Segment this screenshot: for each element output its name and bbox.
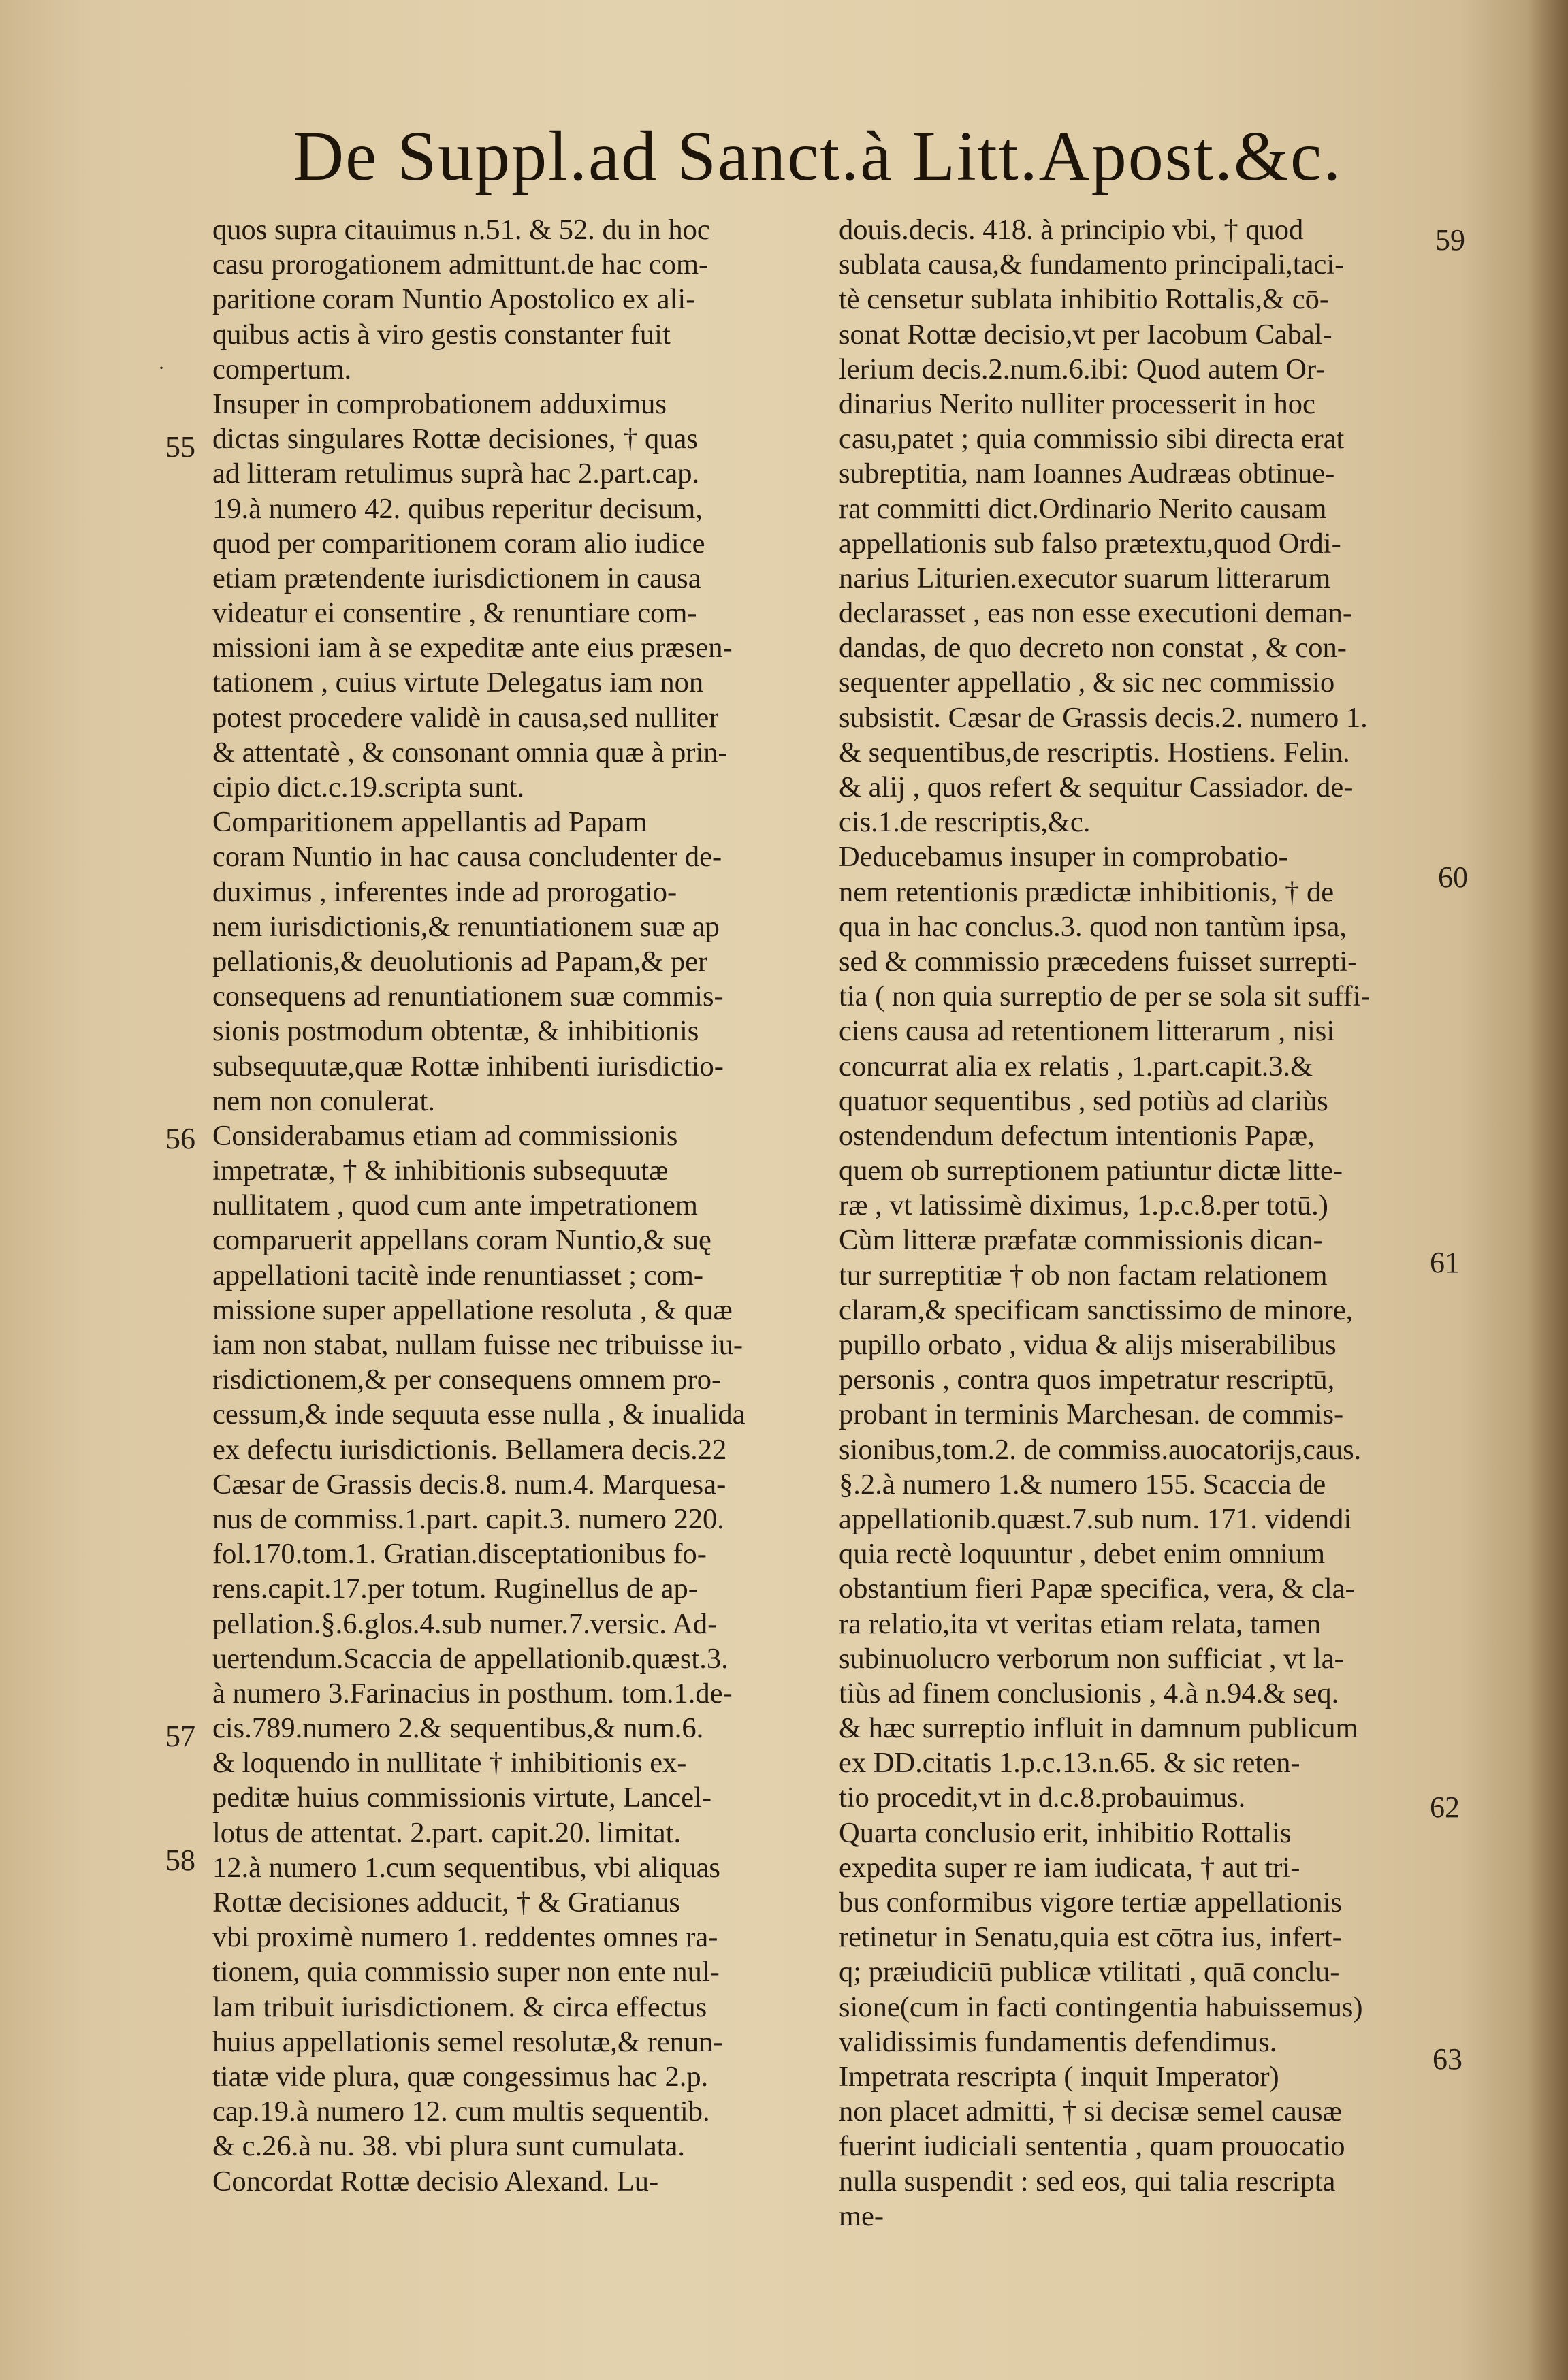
left-column-line: appellationi tacitè inde renuntiasset ; com- bbox=[212, 1259, 704, 1291]
left-column-line: tationem , cuius virtute Delegatus iam non bbox=[212, 666, 704, 699]
left-column-line: Cæsar de Grassis decis.8. num.4. Marquesa- bbox=[212, 1468, 726, 1500]
margin-number-62: 62 bbox=[1430, 1790, 1460, 1824]
right-column-line: Cùm litteræ præfatæ commissionis dican- bbox=[839, 1224, 1323, 1257]
left-column-line: consequens ad renuntiationem suæ commis- bbox=[212, 980, 724, 1013]
left-column-line: quibus actis à viro gestis constanter fuit bbox=[212, 318, 671, 351]
left-column-line: Considerabamus etiam ad commissionis bbox=[212, 1119, 678, 1152]
right-column-line: subsistit. Cæsar de Grassis decis.2. numero 1. bbox=[839, 701, 1368, 734]
right-column-line: sublata causa,& fundamento principali,taci- bbox=[839, 248, 1345, 281]
left-column-line: & attentatè , & consonant omnia quæ à prin- bbox=[212, 736, 728, 769]
right-column-line: Impetrata rescripta ( inquit Imperator) bbox=[839, 2060, 1279, 2093]
right-column-line: tia ( non quia surreptio de per se sola sit suffi- bbox=[839, 980, 1371, 1013]
left-column-line: Insuper in comprobationem adduximus bbox=[212, 387, 667, 420]
left-column-line: uertendum.Scaccia de appellationib.quæst.3. bbox=[212, 1642, 729, 1675]
left-column-line: ad litteram retulimus suprà hac 2.part.cap. bbox=[212, 457, 700, 490]
right-column-line: & sequentibus,de rescriptis. Hostiens. Felin. bbox=[839, 736, 1350, 769]
right-column-line: subinuolucro verborum non sufficiat , vt la- bbox=[839, 1642, 1344, 1675]
right-column-line: subreptitia, nam Ioannes Audræas obtinue- bbox=[839, 457, 1335, 490]
right-column-line: §.2.à numero 1.& numero 155. Scaccia de bbox=[839, 1468, 1326, 1500]
left-text-column bbox=[212, 212, 801, 2199]
right-column-line: quatuor sequentibus , sed potiùs ad clariùs bbox=[839, 1084, 1328, 1117]
right-column-line: ræ , vt latissimè diximus, 1.p.c.8.per totū.) bbox=[839, 1189, 1328, 1222]
left-column-line: lotus de attentat. 2.part. capit.20. limitat. bbox=[212, 1816, 682, 1849]
right-column-line: quia rectè loquuntur , debet enim omnium bbox=[839, 1538, 1326, 1571]
left-column-line: fol.170.tom.1. Gratian.disceptationibus fo- bbox=[212, 1538, 707, 1571]
margin-number-61: 61 bbox=[1430, 1246, 1460, 1279]
right-column-line: obstantium fieri Papæ specifica, vera, & cla- bbox=[839, 1573, 1355, 1605]
left-column-line: 19.à numero 42. quibus reperitur decisum, bbox=[212, 492, 703, 525]
left-column-line: tiatæ vide plura, quæ congessimus hac 2.p. bbox=[212, 2060, 709, 2093]
left-column-line: quos supra citauimus n.51. & 52. du in hoc bbox=[212, 214, 710, 246]
right-column-line: declarasset , eas non esse executioni deman- bbox=[839, 597, 1353, 630]
left-column-line: ex defectu iurisdictionis. Bellamera decis.22 bbox=[212, 1433, 727, 1466]
left-column-line: cipio dict.c.19.scripta sunt. bbox=[212, 771, 524, 803]
left-column-line: nullitatem , quod cum ante impetrationem bbox=[212, 1189, 698, 1222]
margin-number-57: 57 bbox=[165, 1720, 195, 1753]
left-column-line: casu prorogationem admittunt.de hac com- bbox=[212, 248, 709, 281]
left-column-line: vbi proximè numero 1. reddentes omnes ra- bbox=[212, 1921, 718, 1954]
left-column-line: impetratæ, † & inhibitionis subsequutæ bbox=[212, 1155, 669, 1187]
right-column-line: pupillo orbato , vidua & alijs miserabilibus bbox=[839, 1329, 1337, 1361]
right-column-line: claram,& specificam sanctissimo de minore, bbox=[839, 1293, 1354, 1326]
right-column-line: q; præiudiciū publicæ vtilitati , quā conclu- bbox=[839, 1956, 1340, 1989]
right-column-line: fuerint iudiciali sententia , quam prouocatio bbox=[839, 2130, 1345, 2163]
right-column-line: sionibus,tom.2. de commiss.auocatorijs,caus. bbox=[839, 1433, 1362, 1466]
right-column-line: douis.decis. 418. à principio vbi, † quod bbox=[839, 214, 1304, 246]
left-column-line: quod per comparitionem coram alio iudice bbox=[212, 527, 705, 560]
right-column-line: appellationis sub falso prætextu,quod Ordi- bbox=[839, 527, 1341, 560]
margin-number-60: 60 bbox=[1438, 861, 1468, 894]
right-column-line: sed & commissio præcedens fuisset surrepti- bbox=[839, 945, 1358, 978]
left-column-line: coram Nuntio in hac causa concludenter de- bbox=[212, 841, 722, 873]
left-column-line: peditæ huius commissionis virtute, Lancel- bbox=[212, 1782, 712, 1814]
margin-pointer-mark: · bbox=[158, 357, 165, 379]
left-column-line: pellationis,& deuolutionis ad Papam,& per bbox=[212, 945, 708, 978]
left-column-line: pellation.§.6.glos.4.sub numer.7.versic. Ad- bbox=[212, 1607, 718, 1640]
left-column-line: paritione coram Nuntio Apostolico ex ali- bbox=[212, 283, 696, 316]
left-column-line: tionem, quia commissio super non ente nul- bbox=[212, 1956, 720, 1989]
left-column-line: dictas singulares Rottæ decisiones, † quas bbox=[212, 423, 698, 455]
right-column-line: non placet admitti, † si decisæ semel causæ bbox=[839, 2095, 1342, 2128]
running-header: De Suppl.ad Sanct.à Litt.Apost.&c. bbox=[293, 117, 1343, 195]
left-column-line: Rottæ decisiones adducit, † & Gratianus bbox=[212, 1886, 680, 1918]
left-column-line: cessum,& inde sequuta esse nulla , & inualida bbox=[212, 1398, 746, 1431]
right-column-line: nem retentionis prædictæ inhibitionis, † de bbox=[839, 875, 1334, 908]
margin-number-59: 59 bbox=[1435, 223, 1465, 257]
left-column-line: comparuerit appellans coram Nuntio,& suę bbox=[212, 1224, 711, 1257]
right-column-line: Deducebamus insuper in comprobatio- bbox=[839, 841, 1288, 873]
right-column-line: Quarta conclusio erit, inhibitio Rottalis bbox=[839, 1816, 1292, 1849]
right-column-line: ex DD.citatis 1.p.c.13.n.65. & sic reten- bbox=[839, 1747, 1300, 1780]
left-column-line: nem iurisdictionis,& renuntiationem suæ ap bbox=[212, 910, 720, 943]
left-column-line: rens.capit.17.per totum. Ruginellus de ap- bbox=[212, 1573, 698, 1605]
right-column-line: casu,patet ; quia commissio sibi directa erat bbox=[839, 423, 1345, 455]
left-column-line: cis.789.numero 2.& sequentibus,& num.6. bbox=[212, 1712, 704, 1745]
left-column-line: potest procedere validè in causa,sed nulliter bbox=[212, 701, 719, 734]
left-column-line: 12.à numero 1.cum sequentibus, vbi aliquas bbox=[212, 1851, 720, 1884]
right-column-line: appellationib.quæst.7.sub num. 171. videndi bbox=[839, 1502, 1352, 1535]
left-column-line: sionis postmodum obtentæ, & inhibitionis bbox=[212, 1015, 699, 1048]
left-column-line: nem non conulerat. bbox=[212, 1084, 435, 1117]
left-column-line: & c.26.à nu. 38. vbi plura sunt cumulata. bbox=[212, 2130, 686, 2163]
left-column-line: missione super appellatione resoluta , & quæ bbox=[212, 1293, 733, 1326]
right-column-line: narius Liturien.executor suarum litterarum bbox=[839, 562, 1331, 594]
margin-number-55: 55 bbox=[165, 430, 195, 464]
right-column-line: nulla suspendit : sed eos, qui talia rescripta bbox=[839, 2165, 1336, 2198]
right-text-column bbox=[839, 212, 1438, 2234]
right-column-line: probant in terminis Marchesan. de commis- bbox=[839, 1398, 1344, 1431]
right-column-line: ciens causa ad retentionem litterarum , nisi bbox=[839, 1015, 1335, 1048]
left-column-line: videatur ei consentire , & renuntiare com- bbox=[212, 597, 697, 630]
right-column-line: bus conformibus vigore tertiæ appellationis bbox=[839, 1886, 1342, 1918]
right-column-line: ostendendum defectum intentionis Papæ, bbox=[839, 1119, 1315, 1152]
left-column-line: etiam prætendente iurisdictionem in causa bbox=[212, 562, 701, 594]
right-column-line: qua in hac conclus.3. quod non tantùm ipsa, bbox=[839, 910, 1347, 943]
right-column-line: cis.1.de rescriptis,&c. bbox=[839, 806, 1091, 839]
margin-number-63: 63 bbox=[1433, 2042, 1462, 2076]
left-column-line: & loquendo in nullitate † inhibitionis ex- bbox=[212, 1747, 687, 1780]
right-column-line: concurrat alia ex relatis , 1.part.capit.3.& bbox=[839, 1050, 1313, 1082]
right-column-line: quem ob surreptionem patiuntur dictæ litte- bbox=[839, 1155, 1343, 1187]
right-column-line: sonat Rottæ decisio,vt per Iacobum Cabal- bbox=[839, 318, 1332, 351]
right-column-line: rat committi dict.Ordinario Nerito causam bbox=[839, 492, 1327, 525]
left-column-line: Comparitionem appellantis ad Papam bbox=[212, 806, 647, 839]
margin-number-58: 58 bbox=[165, 1844, 195, 1877]
left-column-line: cap.19.à numero 12. cum multis sequentib. bbox=[212, 2095, 710, 2128]
right-column-line: personis , contra quos impetratur rescriptū, bbox=[839, 1364, 1335, 1396]
right-column-line: tur surreptitiæ † ob non factam relationem bbox=[839, 1259, 1328, 1291]
margin-number-56: 56 bbox=[165, 1122, 195, 1155]
right-column-line: expedita super re iam iudicata, † aut tri- bbox=[839, 1851, 1300, 1884]
right-column-line: retinetur in Senatu,quia est cōtra ius, infert- bbox=[839, 1921, 1342, 1954]
right-column-line: me- bbox=[839, 2200, 884, 2232]
left-column-line: à numero 3.Farinacius in posthum. tom.1.de- bbox=[212, 1677, 733, 1709]
right-column-line: & alij , quos refert & sequitur Cassiador. de- bbox=[839, 771, 1354, 803]
right-column-line: tiùs ad finem conclusionis , 4.à n.94.& seq. bbox=[839, 1677, 1339, 1709]
right-column-line: tè censetur sublata inhibitio Rottalis,& cō- bbox=[839, 283, 1329, 316]
right-column-line: dinarius Nerito nulliter processerit in hoc bbox=[839, 387, 1315, 420]
left-column-line: lam tribuit iurisdictionem. & circa effectus bbox=[212, 1991, 707, 2023]
right-column-line: dandas, de quo decreto non constat , & con- bbox=[839, 632, 1347, 664]
right-column-line: sione(cum in facti contingentia habuissemus) bbox=[839, 1991, 1363, 2023]
right-column-line: lerium decis.2.num.6.ibi: Quod autem Or- bbox=[839, 353, 1326, 385]
left-column-line: risdictionem,& per consequens omnem pro- bbox=[212, 1364, 722, 1396]
left-column-line: iam non stabat, nullam fuisse nec tribuisse iu- bbox=[212, 1329, 743, 1361]
right-column-line: tio procedit,vt in d.c.8.probauimus. bbox=[839, 1782, 1246, 1814]
page-gutter-shadow bbox=[1527, 0, 1568, 2380]
left-column-line: subsequutæ,quæ Rottæ inhibenti iurisdictio- bbox=[212, 1050, 724, 1082]
left-column-line: nus de commiss.1.part. capit.3. numero 220. bbox=[212, 1502, 724, 1535]
right-column-line: sequenter appellatio , & sic nec commissio bbox=[839, 666, 1335, 699]
left-column-line: huius appellationis semel resolutæ,& renun- bbox=[212, 2025, 723, 2058]
right-column-line: ra relatio,ita vt veritas etiam relata, tamen bbox=[839, 1607, 1321, 1640]
right-column-line: validissimis fundamentis defendimus. bbox=[839, 2025, 1277, 2058]
left-column-line: missioni iam à se expeditæ ante eius præsen- bbox=[212, 632, 733, 664]
left-column-line: duximus , inferentes inde ad prorogatio- bbox=[212, 875, 677, 908]
left-column-line: compertum. bbox=[212, 353, 352, 385]
right-column-line: & hæc surreptio influit in damnum publicum bbox=[839, 1712, 1358, 1745]
left-column-line: Concordat Rottæ decisio Alexand. Lu- bbox=[212, 2165, 659, 2198]
